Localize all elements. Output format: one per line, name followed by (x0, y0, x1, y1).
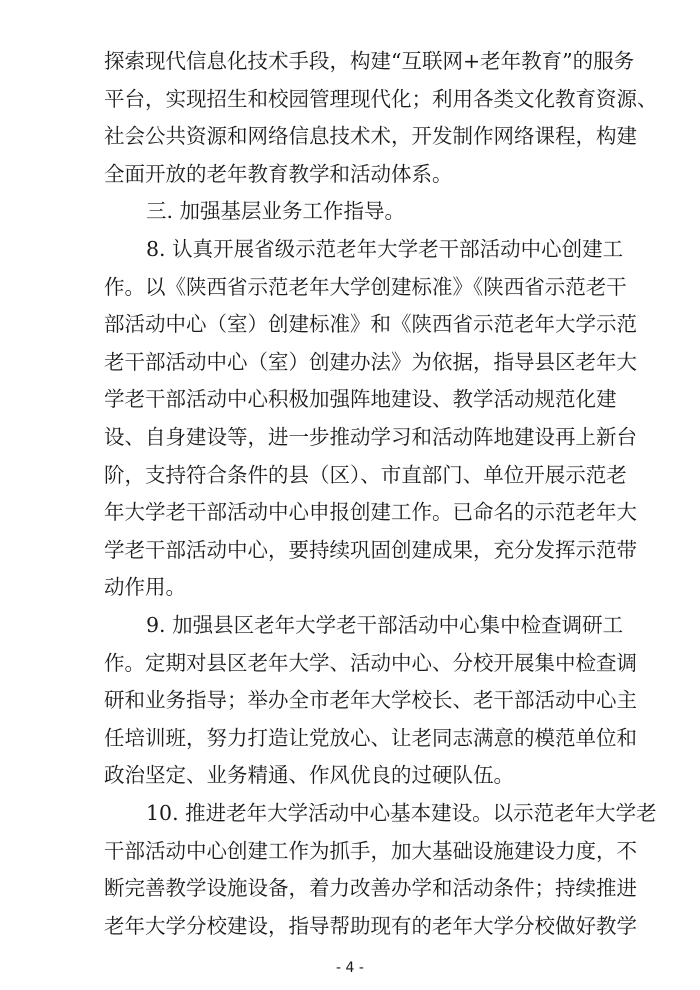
text-line: 社会公共资源和网络信息技术术，开发制作网络课程，构建 (104, 124, 637, 149)
text-line: 部活动中心（室）创建标准》和《陕西省示范老年大学示范 (104, 312, 637, 337)
text-line: 8. 认真开展省级示范老年大学老干部活动中心创建工 (146, 237, 624, 261)
text-line: 学老干部活动中心积极加强阵地建设、教学活动规范化建 (104, 387, 617, 412)
text-line: 9. 加强县区老年大学老干部活动中心集中检查调研工 (146, 613, 624, 637)
text-line: 干部活动中心创建工作为抓手，加大基础设施建设力度，不 (104, 838, 637, 863)
text-line: 作。以《陕西省示范老年大学创建标准》《陕西省示范老干 (104, 274, 627, 299)
text-line: 探索现代信息化技术手段，构建“互联网+老年教育”的服务 (104, 49, 635, 73)
section-heading: 三. 加强基层业务工作指导。 (146, 199, 406, 224)
text-line: 老干部活动中心（室）创建办法》为依据，指导县区老年大 (104, 349, 637, 374)
text-line: 设、自身建设等，进一步推动学习和活动阵地建设再上新台 (104, 425, 637, 449)
text-line: 研和业务指导；举办全市老年大学校长、老干部活动中心主 (104, 688, 637, 713)
text-line: 10. 推进老年大学活动中心基本建设。以示范老年大学老 (146, 801, 657, 825)
text-line: 老年大学分校建设，指导帮助现有的老年大学分校做好教学 (104, 913, 637, 938)
text-line: 作。定期对县区老年大学、活动中心、分校开展集中检查调 (104, 650, 637, 675)
text-line: 断完善教学设施设备，着力改善办学和活动条件；持续推进 (104, 876, 637, 901)
text-line: 任培训班，努力打造让党放心、让老同志满意的模范单位和 (104, 725, 637, 750)
text-line: 年大学老干部活动中心申报创建工作。已命名的示范老年大 (104, 500, 637, 525)
text-line: 平台，实现招生和校园管理现代化；利用各类文化教育资源、 (104, 86, 658, 111)
text-line: 动作用。 (104, 575, 186, 600)
text-line: 全面开放的老年教育教学和活动体系。 (104, 161, 453, 186)
page-number: - 4 - (336, 960, 364, 976)
text-line: 阶，支持符合条件的县（区）、市直部门、单位开展示范老 (104, 462, 627, 487)
text-line: 学老干部活动中心，要持续巩固创建成果，充分发挥示范带 (104, 537, 637, 562)
text-line: 政治坚定、业务精通、作风优良的过硬队伍。 (104, 763, 514, 788)
